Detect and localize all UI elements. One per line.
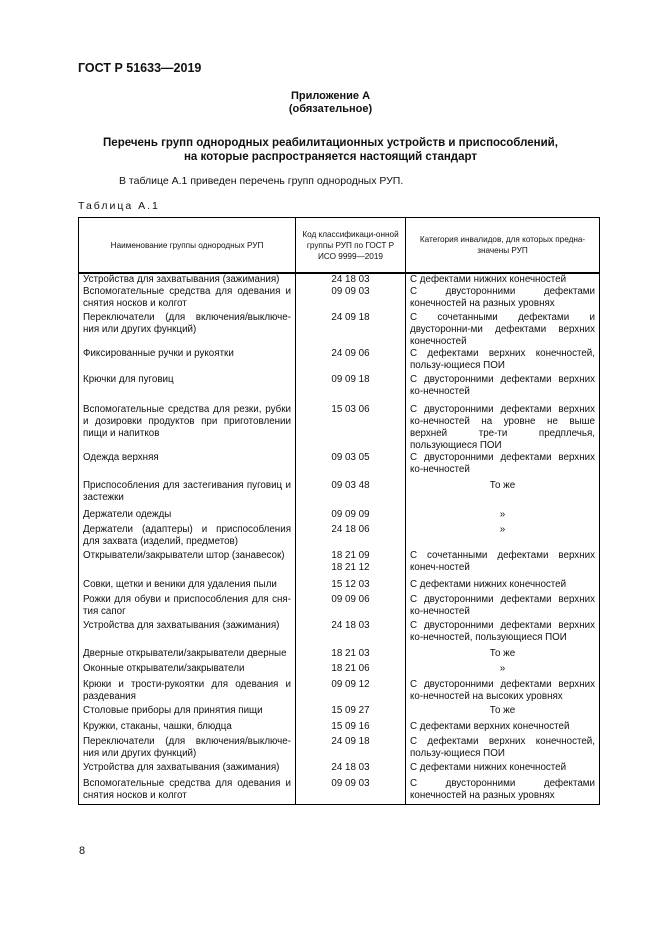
cell-disability-category: С дефектами нижних конечностей: [406, 273, 600, 286]
cell-disability-category: С сочетанными дефектами и двусторонни-ми дефектами верхних конечностей: [406, 312, 600, 348]
cell-disability-category: То же: [406, 480, 600, 509]
cell-group-name: Держатели (адаптеры) и приспособления для захвата (изделий, предметов): [79, 524, 296, 550]
cell-classification-code: 15 12 03: [296, 579, 406, 594]
cell-disability-category: То же: [406, 705, 600, 721]
heading-line-2: на которые распространяется настоящий стандарт: [183, 151, 478, 163]
cell-classification-code: 24 09 18: [296, 312, 406, 348]
cell-disability-category: С дефектами нижних конечностей: [406, 762, 600, 778]
table-row: [79, 348, 600, 374]
table-row: [79, 452, 600, 480]
cell-group-name: Устройства для захватывания (зажимания): [79, 620, 296, 648]
table-row: [79, 679, 600, 705]
cell-classification-code: 09 03 48: [296, 480, 406, 509]
table-row: [79, 705, 600, 721]
cell-classification-code: 24 18 03: [296, 273, 406, 286]
cell-group-name: Дверные открыватели/закрыватели дверные: [79, 648, 296, 663]
cell-disability-category: С двусторонними дефектами верхних ко-нечностей на уровне не выше верхней тре-ти предплечья, пользующиеся ПОИ: [406, 404, 600, 452]
table-row: [79, 273, 600, 286]
cell-group-name: Открыватели/закрыватели штор (занавесок): [79, 550, 296, 579]
table-caption: Таблица А.1: [78, 200, 160, 212]
cell-disability-category: С двусторонними дефектами верхних ко-нечностей: [406, 452, 600, 480]
cell-disability-category: С дефектами верхних конечностей, пользу-ющиеся ПОИ: [406, 736, 600, 762]
cell-classification-code: 24 18 06: [296, 524, 406, 550]
cell-disability-category: С дефектами верхних конечностей, пользу-ющиеся ПОИ: [406, 348, 600, 374]
cell-disability-category: С сочетанными дефектами верхних конеч-ностей: [406, 550, 600, 579]
cell-group-name: Переключатели (для включения/выключе-ния или других функций): [79, 312, 296, 348]
table-header-row: [79, 218, 600, 274]
column-header-category: Категория инвалидов, для которых предна-значены РУП: [406, 218, 600, 274]
cell-group-name: Устройства для захватывания (зажимания): [79, 762, 296, 778]
cell-classification-code: 18 21 09 18 21 12: [296, 550, 406, 579]
cell-group-name: Кружки, стаканы, чашки, блюдца: [79, 721, 296, 736]
cell-classification-code: 15 09 16: [296, 721, 406, 736]
cell-group-name: Рожки для обуви и приспособления для сня-тия сапог: [79, 594, 296, 620]
table-row: [79, 721, 600, 736]
cell-group-name: Устройства для захватывания (зажимания): [79, 273, 296, 286]
cell-classification-code: 24 09 06: [296, 348, 406, 374]
cell-disability-category: »: [406, 509, 600, 524]
cell-classification-code: 09 09 06: [296, 594, 406, 620]
cell-group-name: Держатели одежды: [79, 509, 296, 524]
cell-classification-code: 24 09 18: [296, 736, 406, 762]
table-row: [79, 374, 600, 404]
table-row: [79, 594, 600, 620]
cell-disability-category: С двусторонними дефектами конечностей на разных уровнях: [406, 778, 600, 804]
cell-group-name: Крючки для пуговиц: [79, 374, 296, 404]
cell-group-name: Вспомогательные средства для одевания и снятия носков и колгот: [79, 286, 296, 312]
cell-classification-code: 18 21 03: [296, 648, 406, 663]
cell-group-name: Совки, щетки и веники для удаления пыли: [79, 579, 296, 594]
page-number: 8: [79, 845, 86, 857]
cell-classification-code: 09 09 03: [296, 778, 406, 804]
table-row: [79, 736, 600, 762]
document-code: ГОСТ Р 51633—2019: [78, 61, 202, 75]
table-row: [79, 312, 600, 348]
intro-paragraph: В таблице А.1 приведен перечень групп однородных РУП.: [119, 175, 404, 187]
cell-group-name: Вспомогательные средства для одевания и снятия носков и колгот: [79, 778, 296, 804]
cell-disability-category: С дефектами верхних конечностей: [406, 721, 600, 736]
table-row: [79, 648, 600, 663]
table-row: [79, 524, 600, 550]
table-row: [79, 762, 600, 778]
appendix-status: (обязательное): [288, 103, 373, 115]
column-header-code: Код классификаци-онной группы РУП по ГОСТ Р ИСО 9999—2019: [296, 218, 406, 274]
table-row: [79, 286, 600, 312]
column-header-name: Наименование группы однородных РУП: [79, 218, 296, 274]
table-row: [79, 550, 600, 579]
cell-disability-category: С двусторонними дефектами верхних ко-нечностей, пользующиеся ПОИ: [406, 620, 600, 648]
table-row: [79, 579, 600, 594]
cell-classification-code: 09 09 09: [296, 509, 406, 524]
cell-group-name: Переключатели (для включения/выключе-ния или других функций): [79, 736, 296, 762]
table-row: [79, 404, 600, 452]
cell-group-name: Оконные открыватели/закрыватели: [79, 663, 296, 679]
heading-line-1: Перечень групп однородных реабилитационных устройств и приспособлений,: [103, 137, 558, 149]
cell-classification-code: 09 09 03: [296, 286, 406, 312]
cell-classification-code: 09 09 18: [296, 374, 406, 404]
cell-classification-code: 18 21 06: [296, 663, 406, 679]
cell-group-name: Вспомогательные средства для резки, рубки и дозировки продуктов при приготовлении пищи и напитков: [79, 404, 296, 452]
cell-classification-code: 09 09 12: [296, 679, 406, 705]
cell-classification-code: 15 09 27: [296, 705, 406, 721]
cell-disability-category: С дефектами нижних конечностей: [406, 579, 600, 594]
cell-group-name: Крюки и трости-рукоятки для одевания и раздевания: [79, 679, 296, 705]
cell-classification-code: 24 18 03: [296, 620, 406, 648]
cell-disability-category: »: [406, 663, 600, 679]
cell-group-name: Одежда верхняя: [79, 452, 296, 480]
cell-disability-category: »: [406, 524, 600, 550]
cell-disability-category: С двусторонними дефектами верхних ко-нечностей: [406, 374, 600, 404]
table-row: [79, 480, 600, 509]
table-row: [79, 620, 600, 648]
cell-disability-category: С двусторонними дефектами верхних ко-нечностей: [406, 594, 600, 620]
table-row: [79, 663, 600, 679]
table-row: [79, 509, 600, 524]
cell-group-name: Приспособления для застегивания пуговиц и застежки: [79, 480, 296, 509]
cell-classification-code: 15 03 06: [296, 404, 406, 452]
appendix-title: Приложение А: [290, 90, 371, 102]
cell-disability-category: С двусторонними дефектами верхних ко-нечностей на высоких уровнях: [406, 679, 600, 705]
cell-disability-category: То же: [406, 648, 600, 663]
cell-group-name: Столовые приборы для принятия пищи: [79, 705, 296, 721]
cell-group-name: Фиксированные ручки и рукоятки: [79, 348, 296, 374]
cell-disability-category: С двусторонними дефектами конечностей на разных уровнях: [406, 286, 600, 312]
rup-table: [78, 217, 600, 805]
cell-classification-code: 09 03 05: [296, 452, 406, 480]
cell-classification-code: 24 18 03: [296, 762, 406, 778]
table-row: [79, 778, 600, 804]
